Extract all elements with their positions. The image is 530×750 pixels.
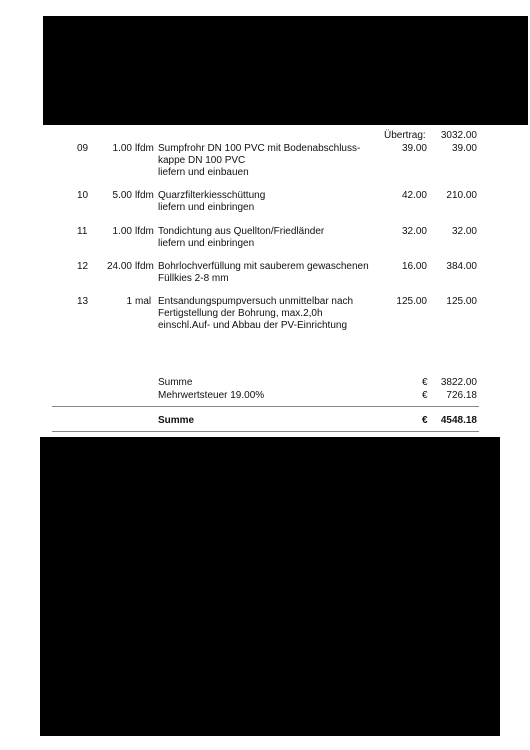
item-total: 210.00	[446, 190, 477, 201]
item-description-line: liefern und einbauen	[158, 167, 249, 178]
redaction-block-bottom	[40, 437, 500, 736]
item-unit: lfdm	[135, 190, 154, 201]
grand-total-value: 4548.18	[440, 415, 477, 426]
item-description-line: Fertigstellung der Bohrung, max.2,0h	[158, 308, 323, 319]
item-description	[158, 261, 373, 285]
vat-currency: €	[422, 390, 428, 401]
item-unit-price: 32.00	[401, 226, 427, 237]
grand-total-currency: €	[422, 415, 428, 426]
vat-value: 726.18	[446, 390, 477, 401]
item-description-line: liefern und einbringen	[158, 202, 255, 213]
item-description	[158, 190, 373, 214]
item-total: 32.00	[451, 226, 477, 237]
item-description-line: Füllkies 2-8 mm	[158, 273, 229, 284]
item-quantity: 5.00	[112, 190, 132, 201]
divider-line	[52, 431, 479, 432]
item-quantity: 24.00	[106, 261, 132, 272]
item-unit-price: 16.00	[401, 261, 427, 272]
item-unit: lfdm	[135, 143, 154, 154]
item-description	[158, 143, 373, 179]
item-unit-price: 125.00	[396, 296, 427, 307]
divider-line	[52, 406, 479, 407]
item-position: 13	[77, 296, 89, 307]
item-description-line: liefern und einbringen	[158, 238, 255, 249]
item-description-line: Sumpfrohr DN 100 PVC mit Bodenabschluss-	[158, 143, 361, 154]
item-unit-price: 42.00	[401, 190, 427, 201]
subtotal-currency: €	[422, 377, 428, 388]
subtotal-value: 3822.00	[440, 377, 477, 388]
item-quantity: 1.00	[112, 226, 132, 237]
carry-over-label: Übertrag:	[384, 130, 426, 141]
vat-label: Mehrwertsteuer 19.00%	[158, 390, 265, 401]
item-position: 12	[77, 261, 89, 272]
item-total: 39.00	[451, 143, 477, 154]
item-description-line: Quarzfilterkiesschüttung	[158, 190, 266, 201]
item-total: 384.00	[446, 261, 477, 272]
item-quantity: 1	[126, 296, 132, 307]
item-unit: lfdm	[135, 261, 154, 272]
item-description-line: Bohrlochverfüllung mit sauberem gewaschenen	[158, 261, 369, 272]
subtotal-label: Summe	[158, 377, 193, 388]
item-unit: mal	[135, 296, 152, 307]
item-quantity: 1.00	[112, 143, 132, 154]
item-description-line: Entsandungspumpversuch unmittelbar nach	[158, 296, 354, 307]
item-description-line: kappe DN 100 PVC	[158, 155, 246, 166]
item-position: 10	[77, 190, 89, 201]
redaction-block-top	[43, 16, 528, 125]
item-unit-price: 39.00	[401, 143, 427, 154]
item-position: 09	[77, 143, 89, 154]
carry-over-value: 3032.00	[440, 130, 477, 141]
item-unit: lfdm	[135, 226, 154, 237]
item-description	[158, 296, 373, 332]
item-description	[158, 226, 373, 250]
item-total: 125.00	[446, 296, 477, 307]
item-position: 11	[77, 226, 88, 237]
item-description-line: Tondichtung aus Quellton/Friedländer	[158, 226, 325, 237]
item-description-line: einschl.Auf- und Abbau der PV-Einrichtung	[158, 320, 348, 331]
grand-total-label: Summe	[158, 415, 195, 426]
